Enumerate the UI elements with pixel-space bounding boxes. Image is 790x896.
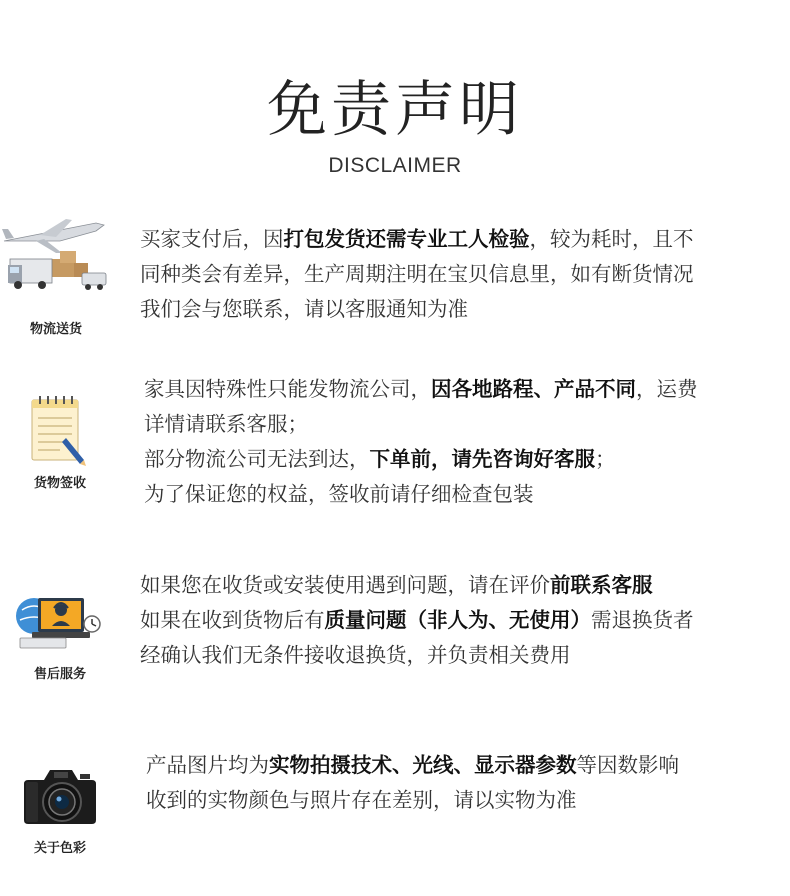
emphasis-text: 下单前，请先咨询好客服 — [369, 447, 595, 471]
body-text: 需退换货者 — [591, 608, 694, 632]
color-label: 关于色彩 — [33, 841, 86, 856]
text-line — [146, 783, 679, 818]
notepad-pen-icon — [26, 392, 92, 468]
body-text: 产品图片均为 — [146, 753, 269, 777]
text-line — [140, 638, 694, 673]
color-text — [146, 748, 679, 818]
body-text: 如果在收到货物后有 — [140, 608, 325, 632]
camera-icon — [22, 762, 98, 828]
emphasis-text: 打包发货还需专业工人检验 — [283, 227, 530, 251]
emphasis-text: 因各地路程、产品不同 — [431, 377, 636, 401]
customer-service-icon — [14, 580, 104, 656]
body-text: 家具因特殊性只能发物流公司， — [144, 377, 431, 401]
text-line — [140, 603, 694, 638]
shipping-label: 物流送货 — [29, 322, 82, 337]
body-text: 等因数影响 — [576, 753, 679, 777]
body-text: 收到的实物颜色与照片存在差别，请以实物为准 — [146, 788, 577, 812]
body-text: ，较为耗时，且不 — [529, 227, 694, 251]
page-title: 免责声明 — [267, 75, 523, 145]
body-text: 为了保证您的权益，签收前请仔细检查包装 — [144, 482, 534, 506]
text-line — [140, 568, 694, 603]
body-text: 同种类会有差异，生产周期注明在宝贝信息里，如有断货情况 — [140, 262, 694, 286]
body-text: 部分物流公司无法到达， — [144, 447, 370, 471]
receipt-text — [144, 372, 698, 512]
body-text: 经确认我们无条件接收退换货，并负责相关费用 — [140, 643, 571, 667]
body-text: 详情请联系客服； — [144, 412, 308, 436]
receipt-label: 货物签收 — [33, 476, 86, 491]
emphasis-text: 质量问题（非人为、无使用） — [324, 608, 591, 632]
text-line — [140, 292, 694, 327]
body-text: 买家支付后，因 — [140, 227, 284, 251]
text-line — [140, 222, 694, 257]
page-subtitle: DISCLAIMER — [328, 154, 462, 177]
shipping-text — [140, 222, 694, 327]
text-line — [146, 748, 679, 783]
text-line — [144, 407, 698, 442]
body-text: ，运费 — [636, 377, 698, 401]
text-line — [144, 372, 698, 407]
shipping-icon — [0, 215, 112, 297]
text-line — [144, 477, 698, 512]
after-sales-label: 售后服务 — [33, 667, 86, 682]
after-sales-text — [140, 568, 694, 673]
text-line — [140, 257, 694, 292]
body-text: 如果您在收货或安装使用遇到问题，请在评价 — [140, 573, 550, 597]
emphasis-text: 实物拍摄技术、光线、显示器参数 — [269, 753, 577, 777]
emphasis-text: 前联系客服 — [550, 573, 653, 597]
body-text: 我们会与您联系，请以客服通知为准 — [140, 297, 468, 321]
body-text: ； — [595, 447, 616, 471]
text-line — [144, 442, 698, 477]
